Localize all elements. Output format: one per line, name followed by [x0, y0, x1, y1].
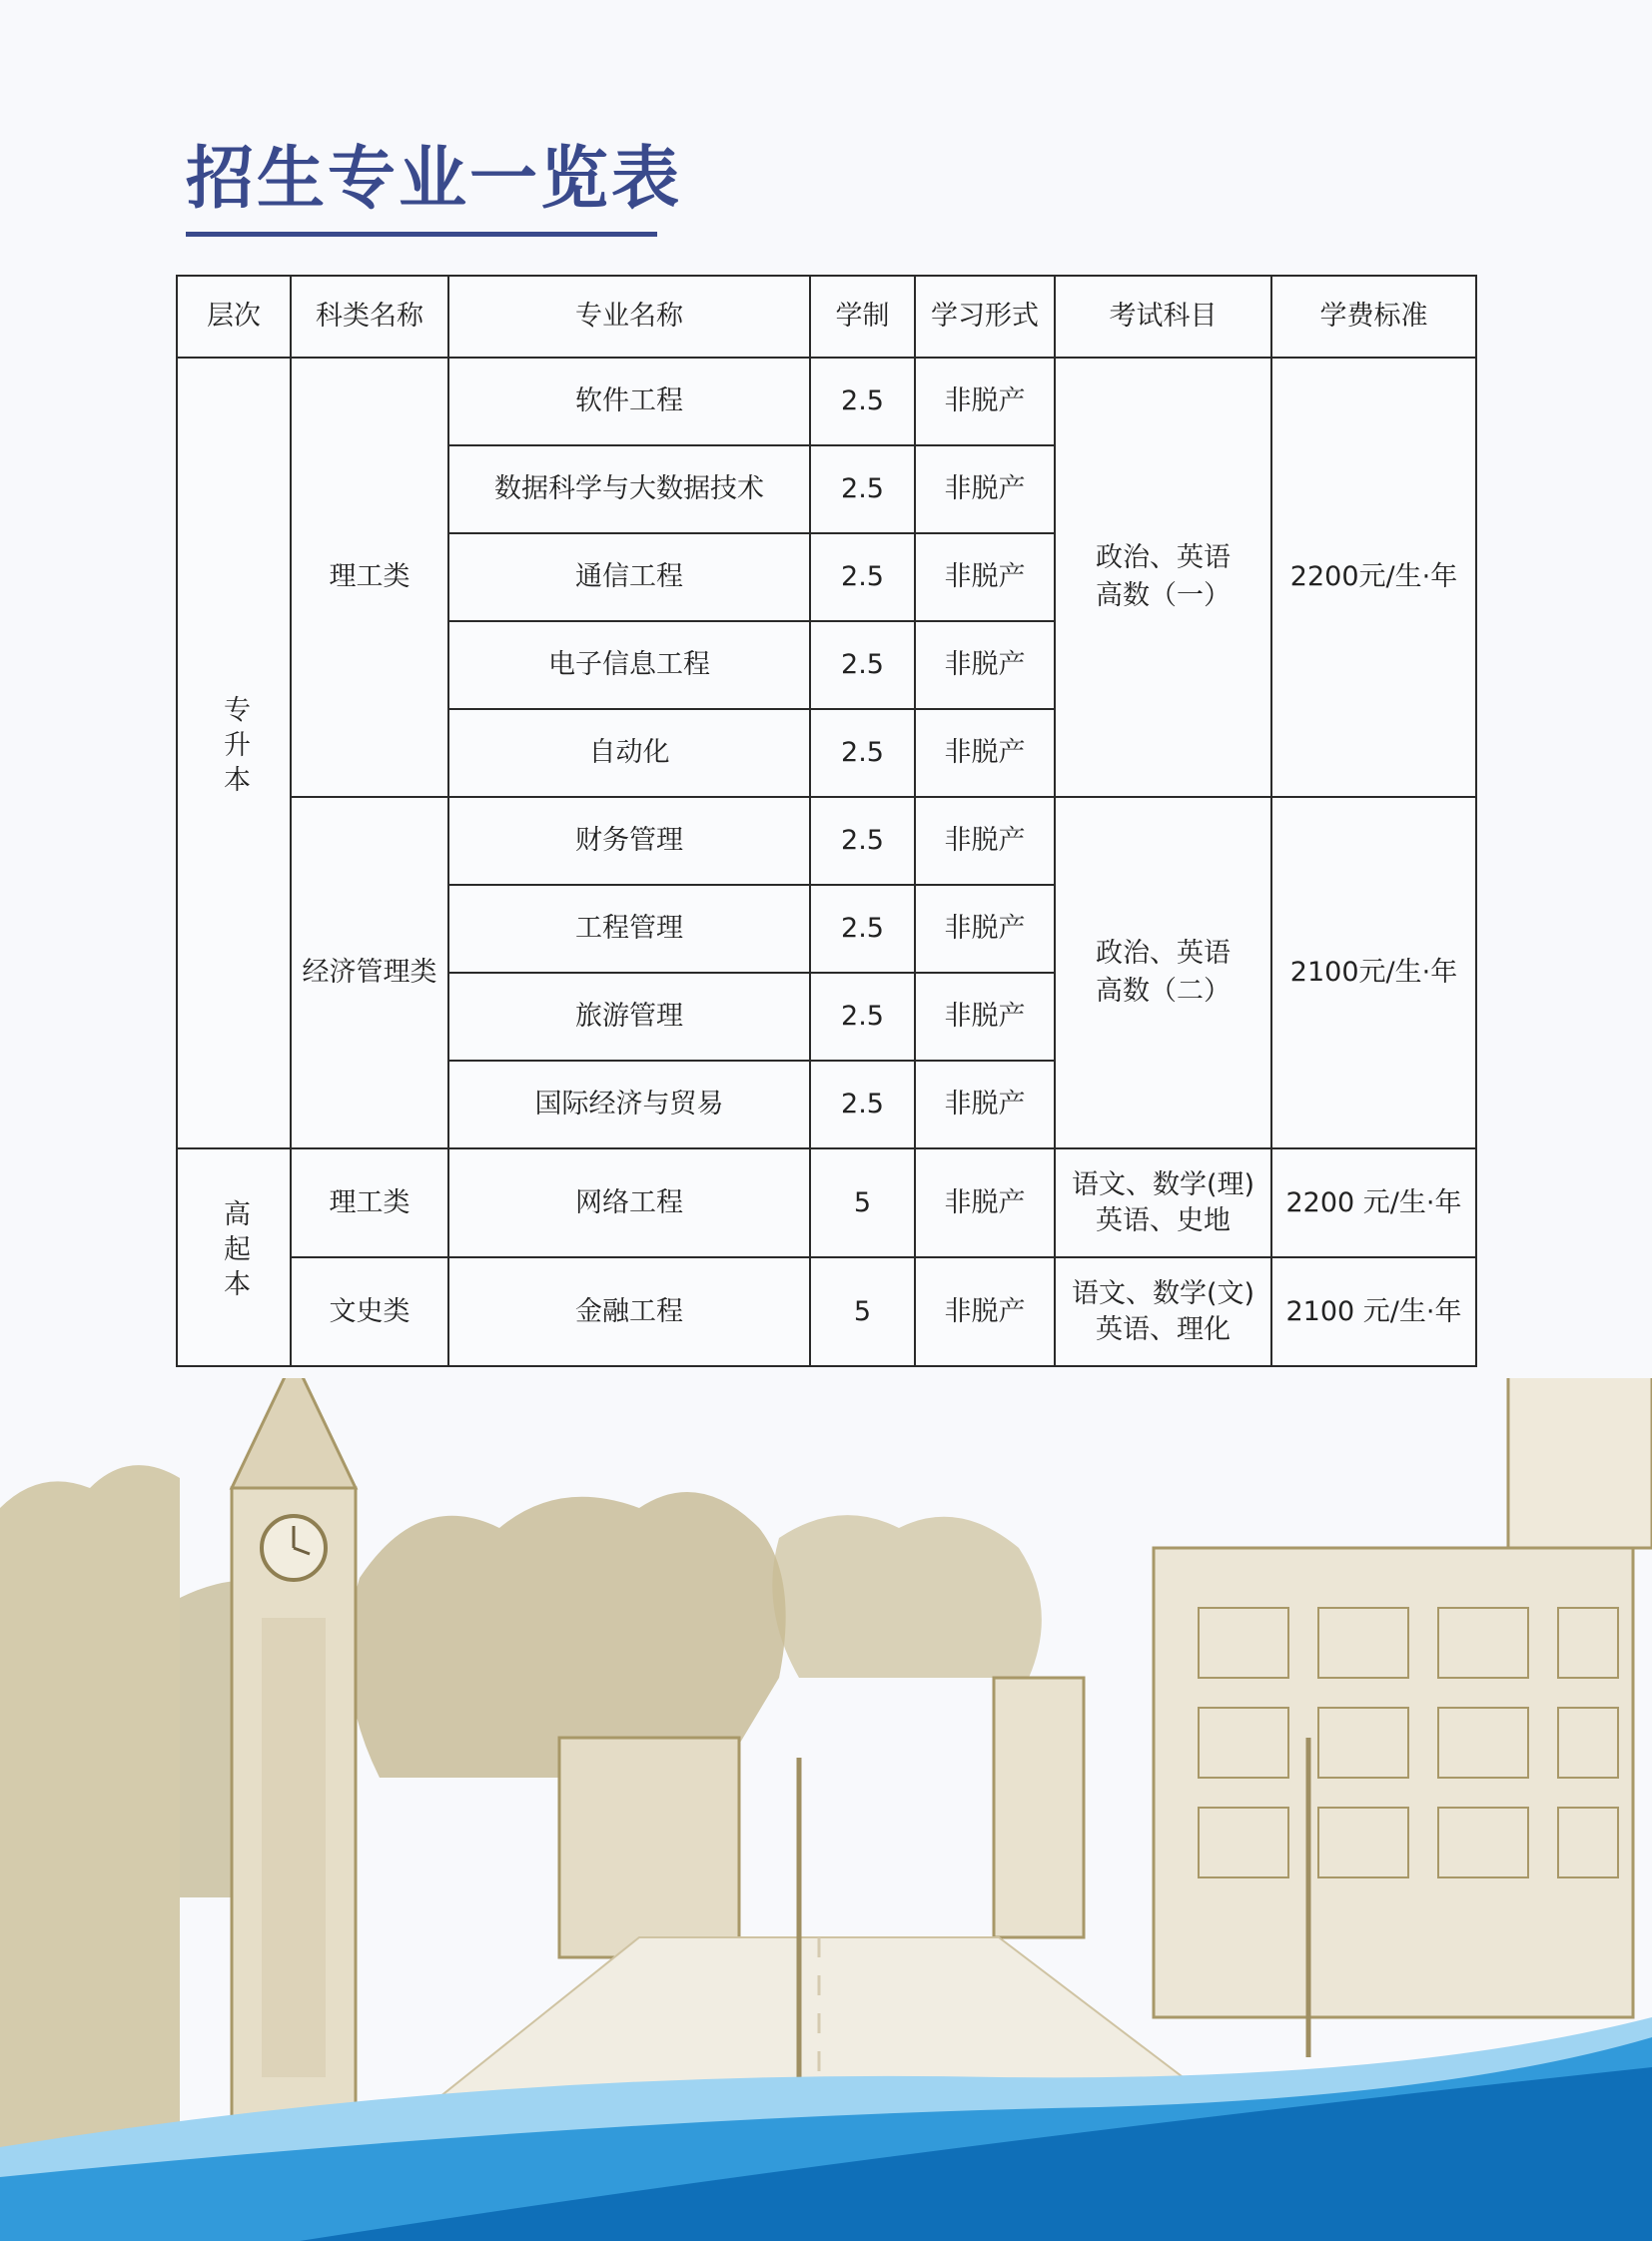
exam-cell: [1055, 1148, 1271, 1257]
enrollment-table: [176, 275, 1477, 1367]
major-cell: 电子信息工程: [448, 621, 810, 709]
exam-line: 语文、数学(理): [1071, 1168, 1255, 1200]
form-cell: 非脱产: [915, 797, 1055, 885]
form-cell: 非脱产: [915, 709, 1055, 797]
exam-line: 政治、英语: [1096, 938, 1231, 969]
category-cell: 理工类: [291, 1148, 448, 1257]
campus-building: [1508, 1378, 1652, 1548]
years-cell: 2.5: [810, 797, 915, 885]
table-row: [177, 358, 1476, 445]
campus-building: [1154, 1548, 1633, 2017]
major-cell: 数据科学与大数据技术: [448, 445, 810, 533]
years-cell: 2.5: [810, 533, 915, 621]
exam-line: 高数（一）: [1096, 580, 1231, 611]
header-major: 专业名称: [448, 276, 810, 358]
header-exam: 考试科目: [1055, 276, 1271, 358]
tower-spire: [232, 1378, 356, 1488]
exam-line: 高数（二）: [1096, 976, 1231, 1007]
fee-cell: 2100元/生·年: [1271, 797, 1476, 1148]
header-years: 学制: [810, 276, 915, 358]
form-cell: 非脱产: [915, 973, 1055, 1061]
category-cell: 理工类: [291, 358, 448, 797]
form-cell: 非脱产: [915, 1148, 1055, 1257]
exam-cell: [1055, 1257, 1271, 1366]
header-category: 科类名称: [291, 276, 448, 358]
exam-line: 英语、史地: [1096, 1204, 1231, 1236]
title-underline: [186, 232, 657, 237]
category-cell: 经济管理类: [291, 797, 448, 1148]
years-cell: 2.5: [810, 709, 915, 797]
header-level: 层次: [177, 276, 291, 358]
fee-cell: 2200元/生·年: [1271, 358, 1476, 797]
table-row: [177, 1148, 1476, 1257]
years-cell: 2.5: [810, 973, 915, 1061]
header-form: 学习形式: [915, 276, 1055, 358]
tree-canopy: [0, 1465, 180, 2237]
form-cell: 非脱产: [915, 533, 1055, 621]
form-cell: 非脱产: [915, 445, 1055, 533]
tree-canopy: [349, 1492, 786, 1778]
major-cell: 旅游管理: [448, 973, 810, 1061]
form-cell: 非脱产: [915, 1257, 1055, 1366]
campus-sketch-illustration: [0, 1378, 1652, 2241]
exam-line: 语文、数学(文): [1071, 1277, 1255, 1309]
level-text: 高起本: [219, 1199, 250, 1304]
exam-cell: [1055, 358, 1271, 797]
major-cell: 软件工程: [448, 358, 810, 445]
years-cell: 2.5: [810, 445, 915, 533]
form-cell: 非脱产: [915, 358, 1055, 445]
major-cell: 通信工程: [448, 533, 810, 621]
level-text: 专升本: [219, 695, 250, 800]
table-row: [177, 1257, 1476, 1366]
tower-inscription-panel: [262, 1618, 326, 2077]
category-cell: 文史类: [291, 1257, 448, 1366]
exam-cell: [1055, 797, 1271, 1148]
fee-cell: 2200 元/生·年: [1271, 1148, 1476, 1257]
form-cell: 非脱产: [915, 885, 1055, 973]
level-cell-vertical: [177, 1148, 291, 1366]
form-cell: 非脱产: [915, 621, 1055, 709]
table-header-row: [177, 276, 1476, 358]
page-title: 招生专业一览表: [186, 140, 683, 219]
table-row: [177, 797, 1476, 885]
years-cell: 2.5: [810, 621, 915, 709]
fee-cell: 2100 元/生·年: [1271, 1257, 1476, 1366]
level-cell-vertical: [177, 358, 291, 1148]
exam-line: 英语、理化: [1096, 1313, 1231, 1345]
major-cell: 工程管理: [448, 885, 810, 973]
years-cell: 5: [810, 1257, 915, 1366]
header-fee: 学费标准: [1271, 276, 1476, 358]
years-cell: 2.5: [810, 885, 915, 973]
years-cell: 5: [810, 1148, 915, 1257]
major-cell: 财务管理: [448, 797, 810, 885]
major-cell: 国际经济与贸易: [448, 1061, 810, 1148]
form-cell: 非脱产: [915, 1061, 1055, 1148]
major-cell: 金融工程: [448, 1257, 810, 1366]
gate-building: [994, 1678, 1084, 1937]
tree-canopy: [772, 1515, 1042, 1678]
gate-building: [559, 1738, 739, 1957]
major-cell: 网络工程: [448, 1148, 810, 1257]
years-cell: 2.5: [810, 1061, 915, 1148]
years-cell: 2.5: [810, 358, 915, 445]
exam-line: 政治、英语: [1096, 542, 1231, 573]
major-cell: 自动化: [448, 709, 810, 797]
